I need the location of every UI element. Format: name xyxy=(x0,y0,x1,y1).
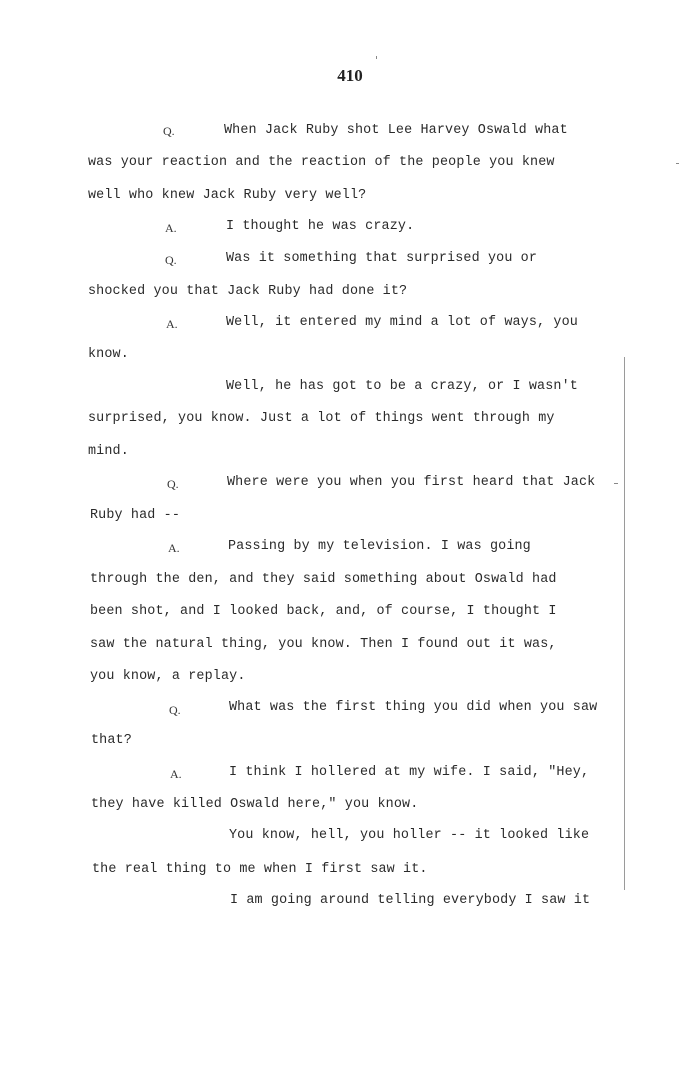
transcript-line: Well, it entered my mind a lot of ways, you xyxy=(226,315,578,330)
scan-speck xyxy=(376,56,377,59)
transcript-line: Ruby had -- xyxy=(90,508,181,523)
transcript-line: the real thing to me when I first saw it. xyxy=(92,862,428,877)
transcript-line: surprised, you know. Just a lot of things went through my xyxy=(88,411,555,426)
transcript-line: shocked you that Jack Ruby had done it? xyxy=(88,284,408,299)
transcript-line: I thought he was crazy. xyxy=(226,219,415,234)
transcript-line: saw the natural thing, you know. Then I found out it was, xyxy=(90,637,557,652)
transcript-line: well who knew Jack Ruby very well? xyxy=(88,188,367,203)
speaker-marker: Q. xyxy=(169,703,181,717)
transcript-line: mind. xyxy=(88,444,129,459)
margin-rule xyxy=(624,357,625,890)
transcript-line: they have killed Oswald here," you know. xyxy=(91,797,419,812)
transcript-line: I am going around telling everybody I saw it xyxy=(230,893,591,908)
transcript-line: Where were you when you first heard that Jack xyxy=(227,475,596,490)
transcript-line: you know, a replay. xyxy=(90,669,246,684)
scan-speck xyxy=(614,483,618,484)
speaker-marker: A. xyxy=(165,221,177,235)
speaker-marker: A. xyxy=(168,541,180,555)
transcript-line: Passing by my television. I was going xyxy=(228,539,531,554)
page-number: 410 xyxy=(337,66,363,85)
transcript-line: through the den, and they said something about Oswald had xyxy=(90,572,557,587)
speaker-marker: Q. xyxy=(163,124,175,138)
transcript-line: You know, hell, you holler -- it looked like xyxy=(229,828,590,843)
transcript-line: know. xyxy=(88,347,129,362)
speaker-marker: Q. xyxy=(167,477,179,491)
transcript-line: Was it something that surprised you or xyxy=(226,251,538,266)
transcript-line: was your reaction and the reaction of the people you knew xyxy=(88,155,555,170)
transcript-line: When Jack Ruby shot Lee Harvey Oswald what xyxy=(224,123,568,138)
speaker-marker: A. xyxy=(166,317,178,331)
speaker-marker: Q. xyxy=(165,253,177,267)
transcript-line: Well, he has got to be a crazy, or I wasn't xyxy=(226,379,578,394)
speaker-marker: A. xyxy=(170,767,182,781)
transcript-line: I think I hollered at my wife. I said, "Hey, xyxy=(229,765,590,780)
transcript-line: that? xyxy=(91,733,132,748)
transcript-line: What was the first thing you did when you saw xyxy=(229,700,598,715)
transcript-line: been shot, and I looked back, and, of course, I thought I xyxy=(90,604,557,619)
scan-speck xyxy=(676,163,679,164)
